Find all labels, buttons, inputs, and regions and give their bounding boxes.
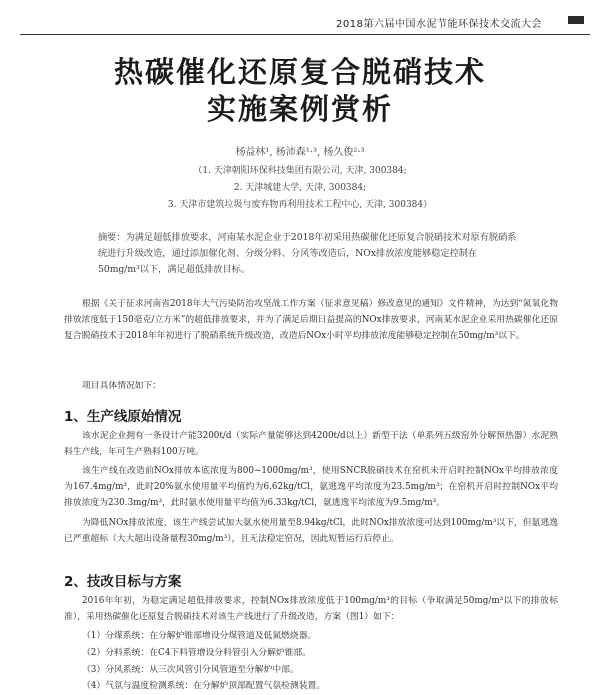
- section1-paragraph-2: 该生产线在改造前NOx排放本底浓度为800~1000mg/m³，使用SNCR脱硝技术在窑机未开启时控制NOx平均排放浓度为167.4mg/m³，此时20%氨水使用量平均值约为6.62kg/tCl，氨逃逸平均浓度为23.5mg/m³；在窑机开启时控制NOx平均排放浓度为230.3mg/m³，此时氨水使用量平均值为6.33kg/tCl，氨逃逸平均浓度为9.5mg/m³。: [64, 466, 558, 509]
- list-item: （4）气氛与温度检测系统：在分解炉顶部配置气氛检测装置。: [82, 681, 326, 691]
- section2-paragraph-1: 2016年年初，为稳定满足超低排放要求，控制NOx排放浓度低于100mg/m³的目标（争取满足50mg/m³以下的排放标准），采用热碳催化还原复合脱硝技术对该生产线进行了升级改造，方案（图1）如下：: [64, 596, 558, 623]
- intro-lead-in: 项目具体情况如下：: [82, 381, 162, 391]
- affiliation-1: （1. 天津朝阳环保科技集团有限公司, 天津, 300384;: [193, 166, 407, 176]
- abstract: 摘要：为满足超低排放要求，河南某水泥企业于2018年初采用热碳催化还原复合脱硝技术对原有脱硝系统进行升级改造，通过添加催化剂、分级分料、分风等改造后，NOx排放浓度能够稳定控制在50mg/m³以下，满足超低排放目标。: [98, 232, 517, 275]
- affiliation-2: 2. 天津城建大学, 天津, 300384;: [233, 183, 367, 193]
- author-list: 杨益林¹, 杨沛森¹·³, 杨久俊²·³: [235, 147, 365, 158]
- section1-paragraph-3: 为降低NOx排放浓度，该生产线尝试加大氨水使用量至8.94kg/tCl，此时NOx排放浓度可达到100mg/m³以下，但氨逃逸已严重超标（大大超出设备量程30mg/m³），且无法稳定窑况，因此短暂运行后停止。: [64, 518, 558, 545]
- header-marker: [568, 16, 584, 24]
- list-item: （1）分煤系统：在分解炉锥部增设分煤管道及低氮燃烧器。: [82, 631, 317, 641]
- title-line-1: 热碳催化还原复合脱硝技术: [113, 55, 486, 89]
- title-line-2: 实施案例赏析: [206, 92, 393, 126]
- conference-name: 2018第六届中国水泥节能环保技术交流大会: [336, 19, 542, 30]
- list-item: （3）分风系统：从三次风管引分风管道至分解炉中部。: [82, 665, 299, 675]
- section-heading-2: 2、技改目标与方案: [64, 574, 182, 590]
- paper-title: [0, 54, 600, 128]
- section-heading-1: 1、生产线原始情况: [64, 409, 182, 425]
- modification-list: [82, 628, 562, 679]
- page-header: [20, 10, 590, 35]
- intro-paragraph: 根据《关于征求河南省2018年大气污染防治攻坚战工作方案（征求意见稿）修改意见的通知》文件精神，为达到“氮氧化物排放浓度低于150毫克/立方米”的超低排放要求，并为了满足后期日益提高的NOx排放要求，河南某水泥企业采用热碳催化还原复合脱硝技术于2018年年初进行了脱硝系统升级改造，改造后NOx小时平均排放浓度能够稳定控制在50mg/m³以下。: [64, 299, 558, 342]
- section1-paragraph-1: 该水泥企业拥有一条设计产能3200t/d（实际产量能够达到4200t/d以上）新型干法（单系列五级窑外分解预热器）水泥熟料生产线，年可生产熟料100万吨。: [64, 431, 558, 458]
- affiliation-3: 3. 天津市建筑垃圾与废弃物再利用技术工程中心, 天津, 300384）: [167, 200, 433, 210]
- list-item: （2）分料系统：在C4下料管增设分料管引入分解炉锥部。: [82, 648, 312, 658]
- modification-list-tail: [82, 678, 562, 695]
